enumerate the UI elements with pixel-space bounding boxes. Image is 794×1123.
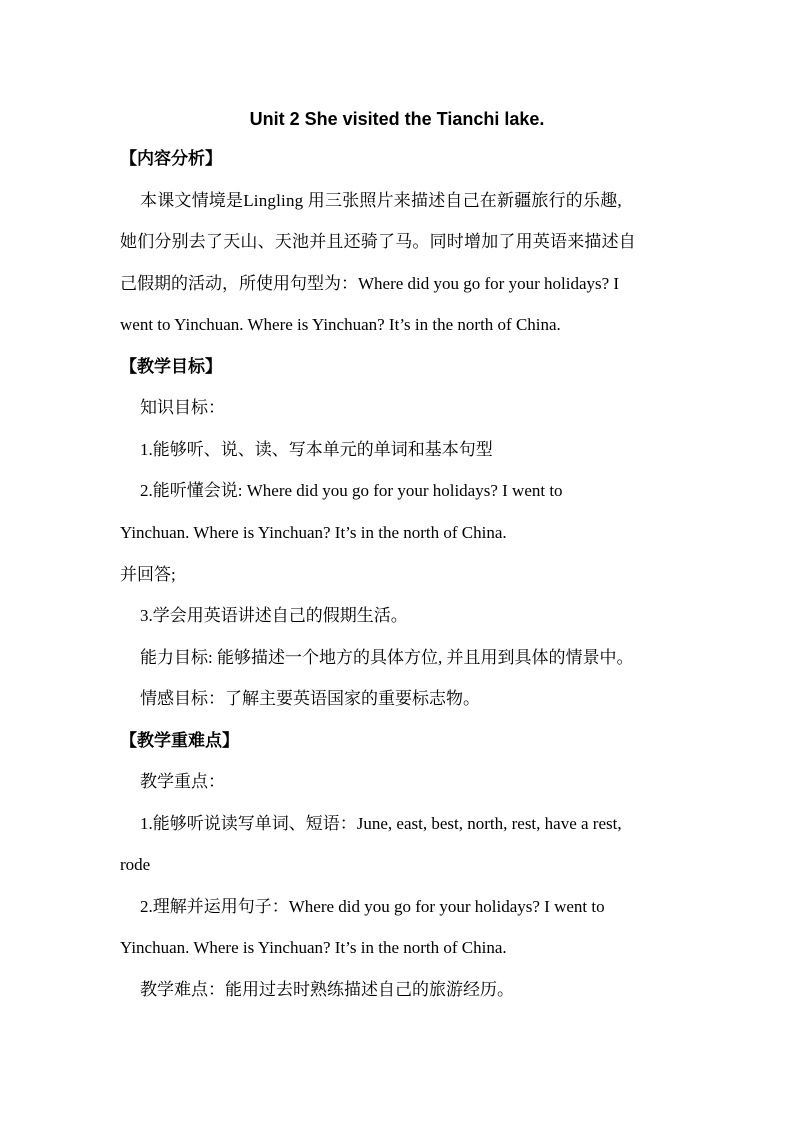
content-paragraph-line-3: 己假期的活动，所使用句型为：Where did you go for your holidays? I xyxy=(120,274,620,293)
objective-item-2-line-3: 并回答; xyxy=(120,565,176,584)
objective-item-1: 1.能够听、说、读、写本单元的单词和基本句型 xyxy=(140,440,493,459)
content-paragraph-line-4: went to Yinchuan. Where is Yinchuan? It’s in the north of China. xyxy=(120,315,561,334)
ability-objective: 能力目标: 能够描述一个地方的具体方位, 并且用到具体的情景中。 xyxy=(140,648,634,667)
objective-item-2-line-2: Yinchuan. Where is Yinchuan? It’s in the north of China. xyxy=(120,523,507,542)
document-title: Unit 2 She visited the Tianchi lake. xyxy=(249,109,545,129)
key-point-2-line-1: 2.理解并运用句子：Where did you go for your holidays? I went to xyxy=(140,897,605,916)
knowledge-objective-label: 知识目标： xyxy=(140,398,225,417)
emotion-objective: 情感目标：了解主要英语国家的重要标志物。 xyxy=(140,689,480,708)
teaching-difficulty: 教学难点：能用过去时熟练描述自己的旅游经历。 xyxy=(140,980,514,999)
key-points-label: 教学重点： xyxy=(140,772,225,791)
key-difficult-points-heading: 【教学重难点】 xyxy=(120,731,239,751)
key-point-1-line-2: rode xyxy=(120,855,151,874)
content-paragraph-line-1: 本课文情境是Lingling 用三张照片来描述自己在新疆旅行的乐趣, xyxy=(140,191,622,210)
key-point-2-line-2: Yinchuan. Where is Yinchuan? It’s in the north of China. xyxy=(120,938,507,957)
content-analysis-heading: 【内容分析】 xyxy=(120,149,222,169)
objective-item-3: 3.学会用英语讲述自己的假期生活。 xyxy=(140,606,408,625)
objective-item-2-line-1: 2.能听懂会说: Where did you go for your holidays? I went to xyxy=(140,481,563,500)
content-paragraph-line-2: 她们分别去了天山、天池并且还骑了马。同时增加了用英语来描述自 xyxy=(120,232,636,251)
teaching-objectives-heading: 【教学目标】 xyxy=(120,357,222,377)
key-point-1-line-1: 1.能够听说读写单词、短语：June, east, best, north, rest, have a rest, xyxy=(140,814,622,833)
